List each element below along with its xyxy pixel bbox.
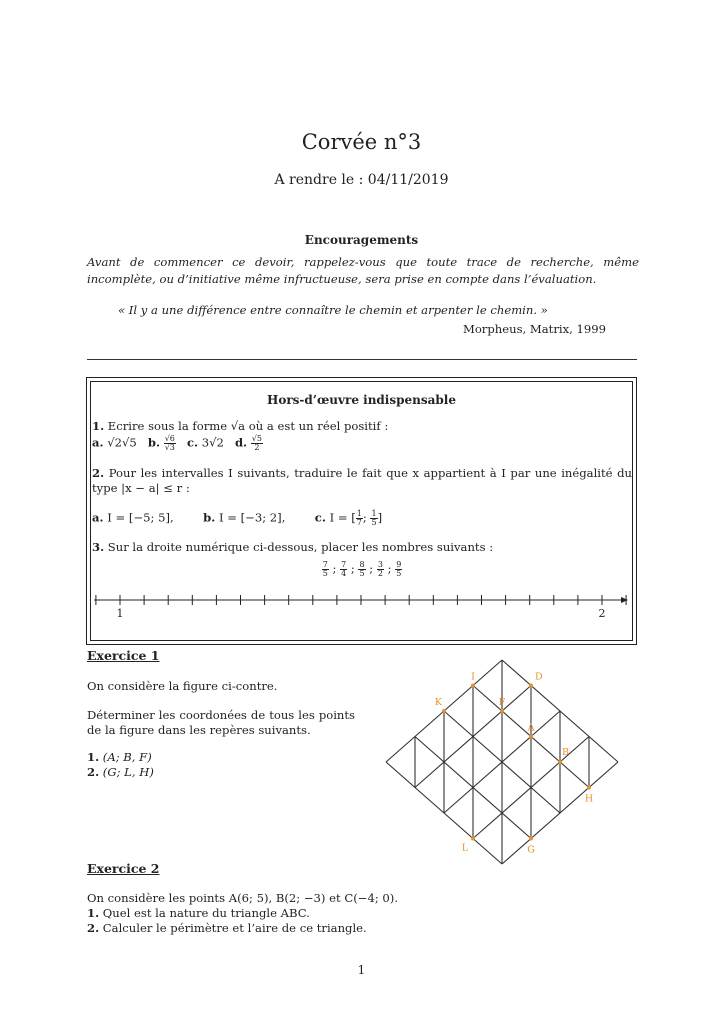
point-label-L: L: [461, 842, 468, 854]
question-number: 2.: [92, 466, 105, 480]
numerator: √5: [251, 434, 262, 443]
item-label: a.: [92, 510, 104, 525]
fraction: [164, 435, 176, 452]
divider: [87, 359, 637, 360]
question-text: Ecrire sous la forme: [107, 419, 228, 433]
item-expr: I = [−5; 5],: [107, 510, 174, 525]
question-2: [92, 466, 632, 496]
question-1-items: [92, 435, 392, 452]
page-title: Corvée n°3: [301, 130, 422, 154]
point-label-F: F: [498, 697, 506, 708]
point-label-K: K: [434, 697, 442, 708]
question-text: Sur la droite numérique ci-dessous, placer les nombres suivants :: [107, 540, 494, 554]
point-marker: [587, 786, 591, 790]
item-label: b.: [147, 435, 160, 450]
exercice-1-intro: On considère la figure ci-contre.: [87, 679, 278, 693]
exercice-2-item: [87, 921, 627, 936]
grid-points: [435, 672, 593, 856]
item-label: c.: [186, 435, 199, 450]
exercice-1-item: [87, 765, 154, 780]
point-label-A: A: [527, 722, 535, 734]
fraction: [340, 561, 347, 578]
exercice-1-item: [87, 750, 152, 765]
quote: « Il y a une différence entre connaître le chemin et arpenter le chemin. »: [118, 303, 548, 317]
point-marker: [500, 709, 504, 713]
item-expr: 3√2: [201, 435, 224, 450]
separator: ;: [362, 510, 367, 525]
numerator: 7: [322, 560, 328, 569]
point-marker: [471, 684, 475, 688]
denominator: 4: [341, 569, 347, 578]
denominator: 5: [359, 569, 365, 578]
fraction: [358, 561, 365, 578]
fraction: [251, 435, 263, 452]
numerator: 8: [359, 560, 365, 569]
sqrt-a: √a: [230, 419, 246, 433]
fraction: [356, 510, 363, 527]
point-marker: [442, 709, 446, 713]
item-number: 2.: [87, 921, 100, 935]
exercice-2-item: [87, 906, 627, 921]
page-number: 1: [357, 963, 366, 977]
item-text: (G; L, H): [102, 765, 154, 779]
denominator: 5: [396, 569, 402, 578]
item-expr: √2√5: [107, 435, 137, 450]
item-expr: ]: [377, 510, 383, 525]
separator: ;: [369, 561, 374, 576]
exercice-1-title: Exercice 1: [87, 648, 160, 663]
item-label: c.: [314, 510, 326, 525]
point-marker: [529, 735, 533, 739]
point-marker: [529, 684, 533, 688]
point-marker: [558, 760, 562, 764]
separator: ;: [387, 561, 392, 576]
item-text: Calculer le périmètre et l’aire de ce triangle.: [102, 921, 367, 935]
fraction: [370, 510, 377, 527]
encouragements-text: Avant de commencer ce devoir, rappelez-vous que toute trace de recherche, même incomplète, ou d’initiative même infructueuse, sera prise en compte dans l’évaluation.: [87, 255, 639, 286]
numbers-to-place: [92, 561, 632, 578]
question-2-items: [92, 510, 632, 527]
numerator: 7: [341, 560, 347, 569]
item-label: b.: [203, 510, 216, 525]
item-number: 1.: [87, 906, 100, 920]
number-line-end-label: 2: [598, 607, 606, 620]
item-label: a.: [92, 435, 104, 450]
fraction: [377, 561, 384, 578]
item-label: d.: [234, 435, 248, 450]
due-date: A rendre le : 04/11/2019: [274, 172, 449, 188]
item-text: (A; B, F): [102, 750, 152, 764]
separator: ;: [332, 561, 337, 576]
encouragements-heading: Encouragements: [304, 233, 419, 247]
denominator: 7: [356, 518, 362, 527]
fraction: [322, 561, 329, 578]
exercice-2-title: Exercice 2: [87, 861, 160, 876]
denominator: 5: [322, 569, 328, 578]
grid-lines: [386, 660, 618, 864]
item-expr: I = [: [329, 510, 356, 525]
arrow-head-icon: [621, 597, 628, 603]
question-number: 1.: [92, 419, 105, 433]
numerator: 1: [356, 509, 362, 518]
quote-source: Morpheus, Matrix, 1999: [462, 322, 606, 336]
exercice-1-task: Déterminer les coordonées de tous les points de la figure dans les repères suivants.: [87, 708, 355, 737]
number-line: [88, 588, 634, 624]
numerator: √6: [164, 434, 175, 443]
question-text: Pour les intervalles I suivants, traduire le fait que x appartient à I par une inégalité du type |x − a| ≤ r :: [92, 466, 632, 495]
separator: ;: [350, 561, 355, 576]
denominator: √3: [164, 443, 175, 452]
denominator: 2: [377, 569, 383, 578]
point-label-H: H: [584, 793, 594, 805]
numerator: 3: [377, 560, 383, 569]
question-1: [92, 419, 632, 434]
item-number: 2.: [87, 765, 100, 779]
question-number: 3.: [92, 540, 105, 554]
point-label-I: I: [471, 671, 475, 683]
item-text: Quel est la nature du triangle ABC.: [102, 906, 310, 920]
hors-doeuvre-title: Hors-d’œuvre indispensable: [267, 393, 456, 407]
exercice-2-intro: On considère les points A(6; 5), B(2; −3) et C(−4; 0).: [87, 891, 399, 905]
point-marker: [529, 837, 533, 841]
point-label-G: G: [527, 844, 535, 856]
point-marker: [471, 837, 475, 841]
denominator: 2: [254, 443, 260, 452]
question-3: [92, 540, 632, 555]
question-text: où a est un réel positif :: [248, 419, 389, 433]
numerator: 1: [371, 509, 377, 518]
numerator: 9: [396, 560, 402, 569]
item-number: 1.: [87, 750, 100, 764]
point-label-B: B: [562, 747, 569, 758]
number-line-start-label: 1: [116, 607, 124, 620]
fraction: [395, 561, 402, 578]
point-label-D: D: [535, 671, 543, 683]
item-expr: I = [−3; 2],: [218, 510, 286, 525]
denominator: 5: [371, 518, 377, 527]
triangle-grid-figure: [380, 671, 630, 856]
